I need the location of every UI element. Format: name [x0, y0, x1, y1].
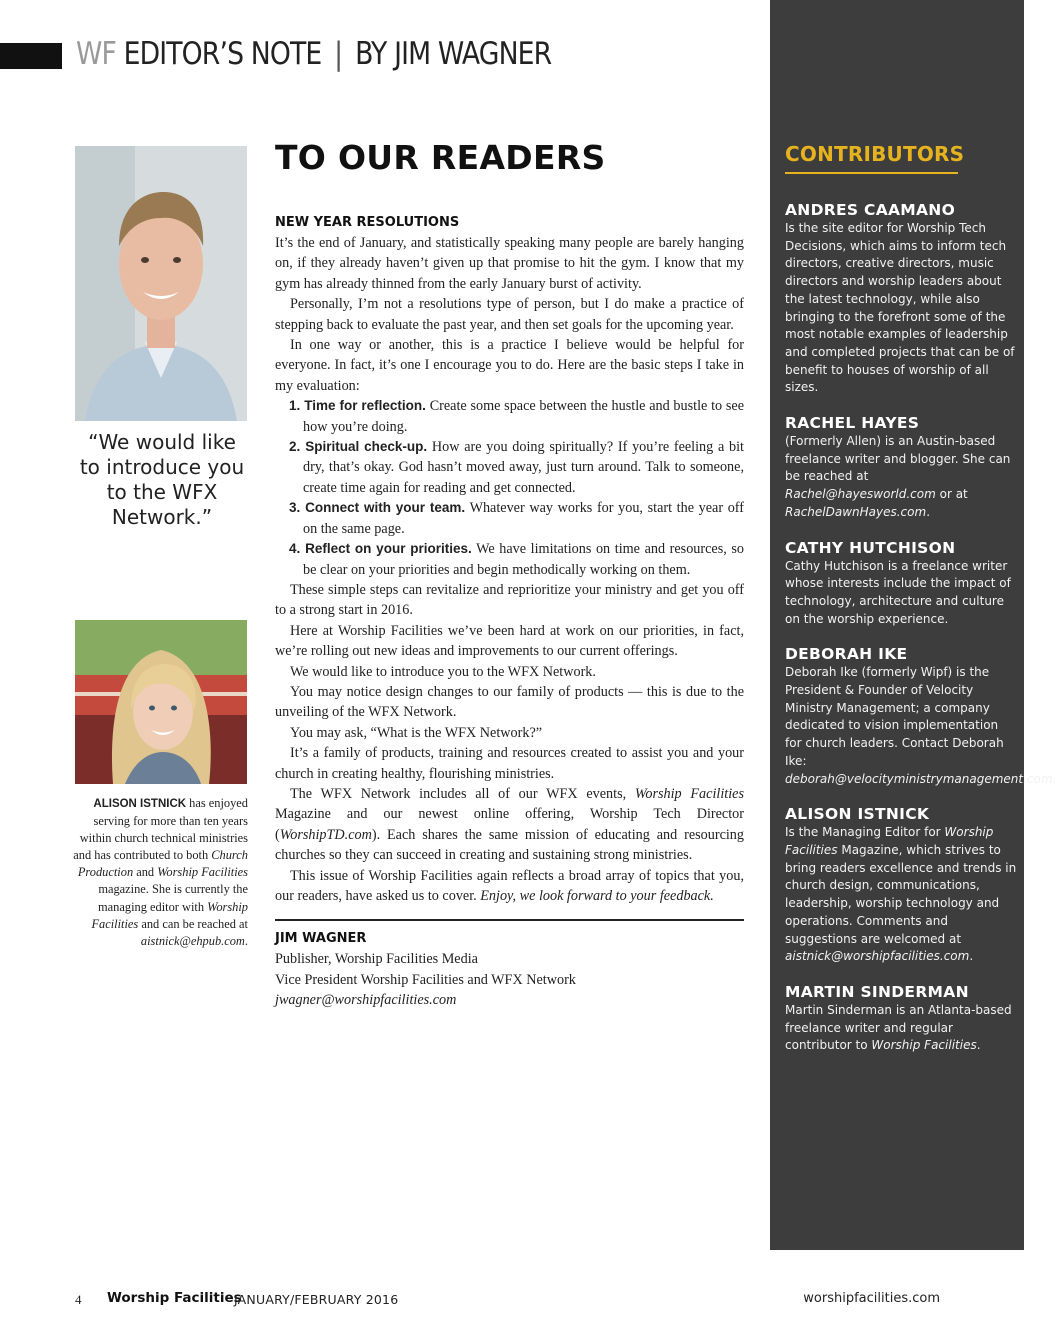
- header-wf: WF: [76, 36, 116, 72]
- paragraph: You may notice design changes to our family of products — this is due to the unveiling of the WFX Network.: [275, 683, 744, 721]
- contributor-entry: [785, 644, 1056, 788]
- header-separator: |: [334, 36, 343, 72]
- step-text: We have limitations on time and resources, so be clear on your priorities and begin methodically working on them.: [303, 541, 744, 578]
- section-header: [76, 36, 551, 72]
- caption-text: .: [244, 933, 248, 948]
- steps-list: [275, 396, 744, 580]
- contributor-entry: [785, 538, 1017, 629]
- step-label: 2. Spiritual check-up.: [289, 439, 428, 455]
- bio-text: .: [926, 504, 931, 519]
- contributor-name: RACHEL HAYES: [785, 414, 920, 433]
- paragraph: It’s the end of January, and statistically speaking many people are barely hanging on, if they already haven’t given up that promise to hit the gym. I know that my gym has already thinned from the early January burst of activity.: [275, 235, 744, 292]
- contributor-entry: [785, 804, 1017, 966]
- signature-block: [275, 929, 744, 1011]
- step-text: Whatever way works for you, start the year off on the same page.: [303, 500, 744, 537]
- contributor-name: CATHY HUTCHISON: [785, 538, 956, 557]
- publication-name: Worship Facilities: [785, 825, 994, 857]
- list-item: [275, 539, 744, 580]
- person-portrait-icon: [75, 146, 247, 421]
- paragraph: We would like to introduce you to the WFX Network.: [290, 663, 596, 680]
- paragraph: Personally, I’m not a resolutions type of person, but I do make a practice of stepping back to evaluate the past year, and then set goals for the upcoming year.: [275, 296, 744, 333]
- contributor-bio: [785, 664, 1056, 788]
- contributors-sidebar: [770, 0, 1056, 1250]
- contributor-entry: [785, 200, 1017, 397]
- bio-text: Magazine, which strives to bring readers excellence and trends in church design, communications, leadership, worship technology and operations. Comments and suggestions are welcomed at: [785, 842, 1017, 946]
- paragraph-text: The WFX Network includes all of our WFX events,: [290, 785, 635, 802]
- header-byline: BY JIM WAGNER: [355, 36, 552, 72]
- signature-title: Publisher, Worship Facilities Media: [275, 951, 478, 968]
- step-label: 1. Time for reflection.: [289, 398, 426, 414]
- signature-divider: [275, 919, 744, 921]
- caption-name: ALISON ISTNICK: [93, 798, 187, 810]
- signature-email[interactable]: [275, 990, 744, 1010]
- step-text: Create some space between the hustle and bustle to see how you’re doing.: [303, 398, 744, 435]
- photo-caption: [70, 795, 248, 950]
- bio-text: or at: [935, 487, 968, 502]
- paragraph: [275, 866, 744, 907]
- closing-line: Enjoy, we look forward to your feedback.: [480, 888, 714, 904]
- contributor-bio: [785, 1002, 1017, 1055]
- list-item: [275, 498, 744, 539]
- paragraph: In one way or another, this is a practice I believe would be helpful for everyone. In fact, it’s one I encourage you to do. Here are the basic steps I take in my evaluation:: [275, 337, 744, 394]
- author-photo-jim: [75, 146, 247, 421]
- list-item: [275, 437, 744, 498]
- person-portrait-icon: [75, 620, 247, 784]
- paragraph-text: Magazine and our newest online offering, Worship Tech Director (: [275, 806, 744, 843]
- contributor-email[interactable]: aistnick@worshipfacilities.com: [785, 949, 970, 964]
- paragraph: [275, 784, 744, 866]
- article-body: [275, 213, 744, 906]
- signature-title: Vice President Worship Facilities and WFX Network: [275, 971, 576, 988]
- contributor-name: MARTIN SINDERMAN: [785, 982, 969, 1001]
- paragraph: It’s a family of products, training and resources created to assist you and your church in creating healthy, flourishing ministries.: [275, 745, 744, 782]
- step-text: How are you doing spiritually? If you’re feeling a bit dry, that’s okay. God hasn’t moved away, just turn around. Talk to someone, create time again for reading and get connected.: [303, 439, 744, 496]
- caption-publication: Church Production: [77, 848, 248, 880]
- paragraph: These simple steps can revitalize and reprioritize your ministry and get you off to a strong start in 2016.: [275, 581, 744, 619]
- sidebar-title-rule: [785, 172, 958, 174]
- paragraph: Here at Worship Facilities we’ve been hard at work on our priorities, in fact, we’re rolling out new ideas and improvements to our current offerings.: [275, 622, 744, 660]
- bio-text: .: [976, 1038, 981, 1053]
- pull-quote: “We would like to introduce you to the WFX Network.”: [79, 430, 245, 529]
- contributor-bio: [785, 433, 1017, 522]
- contributor-list: [785, 200, 1056, 1071]
- author-photo-alison: [75, 620, 247, 784]
- footer-publication: Worship Facilities: [107, 1290, 242, 1306]
- page-number: 4: [75, 1292, 82, 1307]
- caption-text: and can be reached at: [138, 916, 248, 931]
- article-title: TO OUR READERS: [275, 138, 606, 177]
- contributor-bio: Cathy Hutchison is a freelance writer whose interests include the impact of technology, architecture and culture on the worship experience.: [785, 558, 1011, 626]
- caption-email: aistnick@ehpub.com: [140, 933, 245, 948]
- publication-name: Worship Facilities: [871, 1038, 977, 1053]
- section-heading: NEW YEAR RESOLUTIONS: [275, 215, 460, 230]
- contributor-name: ANDRES CAAMANO: [785, 201, 956, 219]
- bio-text: Martin Sinderman is an Atlanta-based freelance writer and regular contributor to: [785, 1002, 1012, 1053]
- email-link[interactable]: jwagner@worshipfacilities.com: [275, 992, 457, 1009]
- bio-text: .: [1052, 771, 1056, 786]
- contributor-email[interactable]: deborah@velocityministrymanagement.com: [785, 771, 1053, 786]
- bio-text: (Formerly Allen) is an Austin-based freelance writer and blogger. She can be reached at: [785, 434, 1011, 484]
- contributor-name: ALISON ISTNICK: [785, 805, 930, 824]
- caption-publication: Worship Facilities: [157, 865, 248, 880]
- paragraph-text: This issue of Worship Facilities again reflects a broad array of topics that you, our readers, have asked us to cover.: [275, 867, 744, 904]
- publication-name: Worship Facilities: [634, 785, 744, 802]
- contributor-bio: [785, 824, 1017, 966]
- bio-text: Is the Managing Editor for: [785, 825, 945, 840]
- step-label: 4. Reflect on your priorities.: [289, 541, 472, 557]
- caption-text: has enjoyed serving for more than ten years within church technical ministries and has contributed to both: [73, 796, 248, 863]
- step-label: 3. Connect with your team.: [289, 500, 466, 516]
- contributor-entry: [785, 982, 1017, 1055]
- website-link[interactable]: WorshipTD.com: [279, 826, 372, 843]
- sidebar-title: CONTRIBUTORS: [785, 142, 965, 166]
- signature-name: JIM WAGNER: [275, 931, 367, 946]
- contributor-email[interactable]: Rachel@hayesworld.com: [785, 487, 936, 502]
- contributor-website[interactable]: RachelDawnHayes.com: [785, 504, 927, 519]
- caption-text: and: [133, 865, 158, 880]
- list-item: [275, 396, 744, 437]
- header-section: EDITOR’S NOTE: [123, 36, 322, 72]
- caption-text: magazine. She is currently the managing editor with: [98, 882, 248, 914]
- contributor-entry: [785, 413, 1017, 522]
- contributor-bio: Is the site editor for Worship Tech Decisions, which aims to inform tech directors, creative directors, music directors and worship leaders about the latest technology, while also bringing to the forefront some of the most notable examples of leadership and completed projects that can be of benefit to houses of worship of all sizes.: [785, 221, 1015, 395]
- footer-website[interactable]: worshipfacilities.com: [803, 1291, 940, 1306]
- paragraph-text: ). Each shares the same mission of educating and resourcing churches so they can succeed in creating and sustaining strong ministries.: [275, 826, 744, 864]
- bio-text: Deborah Ike (formerly Wipf) is the President & Founder of Velocity Ministry Management; a company dedicated to vision implementation for church leaders. Contact Deborah Ike:: [785, 665, 1004, 768]
- footer-issue-date: JANUARY/FEBRUARY 2016: [234, 1292, 399, 1307]
- contributor-name: DEBORAH IKE: [785, 645, 908, 664]
- header-accent-bar: [0, 43, 62, 69]
- caption-publication: Worship Facilities: [91, 899, 248, 931]
- bio-text: .: [969, 949, 974, 964]
- paragraph: You may ask, “What is the WFX Network?”: [290, 724, 543, 741]
